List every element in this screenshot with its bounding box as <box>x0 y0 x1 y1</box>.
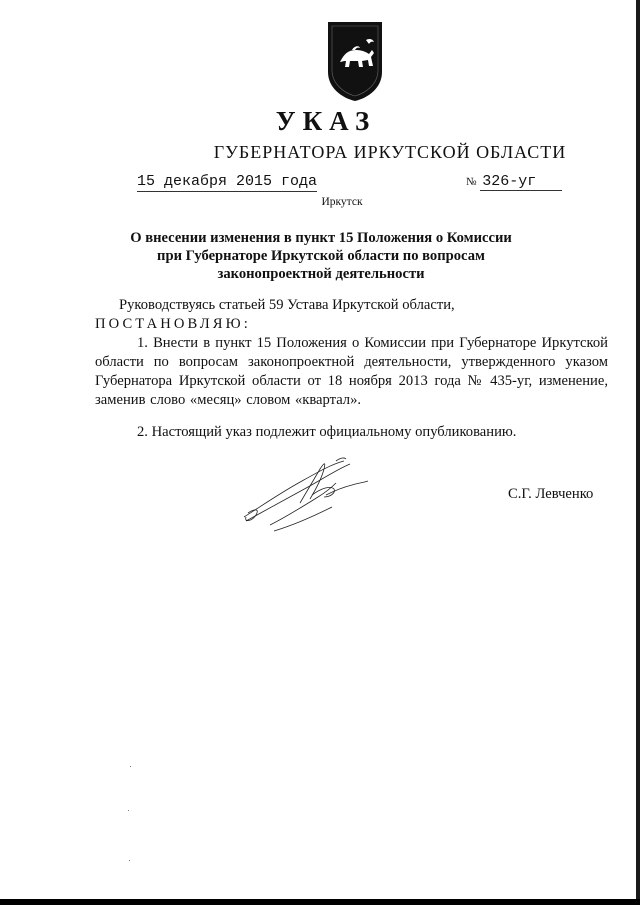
handwritten-signature <box>240 455 372 533</box>
decree-subtitle: ГУБЕРНАТОРА ИРКУТСКОЙ ОБЛАСТИ <box>213 142 567 162</box>
decree-title: УКАЗ <box>275 106 377 136</box>
decree-number-value: 326-уг <box>480 173 562 191</box>
decree-date <box>137 173 317 190</box>
intro-paragraph: Руководствуясь статьей 59 Устава Иркутской области, <box>119 297 455 313</box>
decree-word: ПОСТАНОВЛЯЮ: <box>95 316 251 332</box>
scan-speck <box>128 810 129 811</box>
decree-city: Иркутск <box>321 196 363 208</box>
signer-name: С.Г. Левченко <box>508 486 594 502</box>
decree-date-value: 15 декабря 2015 года <box>137 173 318 190</box>
paragraph-1: 1. Внести в пункт 15 Положения о Комиссии при Губернаторе Иркутской области по вопросам законопроектной деятельности, утвержденного указом Губернатора Иркутской области от 18 ноября 2013 года № 435-уг, изменение, заменив слово «месяц» словом «квартал». <box>95 335 608 408</box>
decree-number <box>466 173 580 191</box>
scan-edge-right <box>636 0 640 905</box>
paragraph-2: 2. Настоящий указ подлежит официальному опубликованию. <box>137 424 517 440</box>
scan-edge-bottom <box>0 899 640 905</box>
decree-heading: О внесении изменения в пункт 15 Положения о Комиссии при Губернаторе Иркутской области по вопросам законопроектной деятельности <box>130 230 512 282</box>
coat-of-arms-emblem <box>326 20 384 102</box>
scan-speck <box>129 860 130 861</box>
scan-speck <box>130 766 131 767</box>
number-sign: № <box>466 176 477 188</box>
